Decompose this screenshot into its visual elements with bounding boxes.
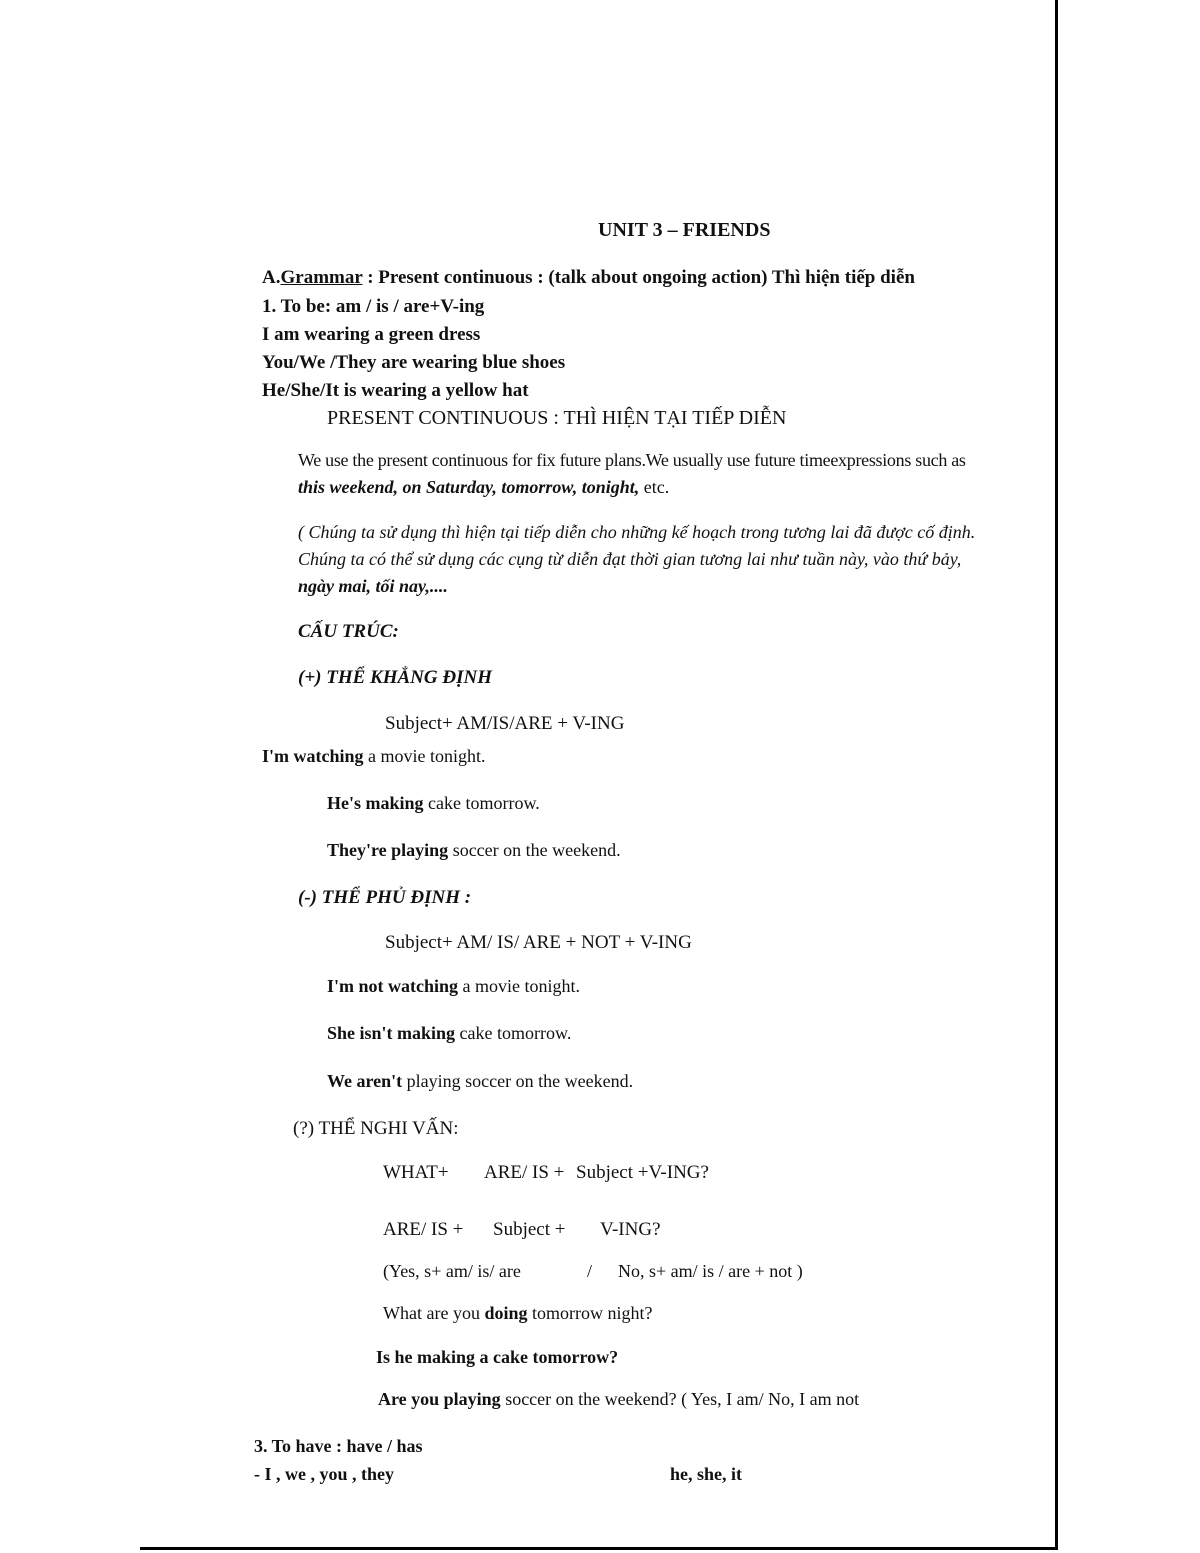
to-have-plural-subjects: - I , we , you , they (254, 1464, 394, 1484)
question-example (383, 1303, 652, 1324)
page-border-right (1055, 0, 1058, 1550)
example-verb: Are you playing (378, 1389, 501, 1409)
to-be-example: He/She/It is wearing a yellow hat (262, 380, 529, 401)
example-verb: We aren't (327, 1071, 403, 1091)
example-rest: cake tomorrow. (423, 793, 540, 813)
example-rest: a movie tonight. (458, 976, 580, 996)
grammar-text: : Present continuous : (talk about ongoing action) Thì hiện tiếp diễn (367, 267, 915, 288)
grammar-prefix: A. (262, 267, 281, 288)
to-be-example: You/We /They are wearing blue shoes (262, 352, 566, 373)
vietnamese-note-line: Chúng ta có thể sử dụng các cụng từ diễn đạt thời gian tương lai như tuần này, vào thứ bảy, (298, 549, 962, 569)
section-title: PRESENT CONTINUOUS : THÌ HIỆN TẠI TIẾP DIỄN (327, 407, 787, 429)
affirmative-formula: Subject+ AM/IS/ARE + V-ING (385, 713, 625, 734)
vietnamese-note-line: ngày mai, tối nay,.... (298, 576, 448, 596)
grammar-label: Grammar (280, 267, 363, 288)
negative-example (327, 1071, 633, 1092)
negative-heading: (-) THỂ PHỦ ĐỊNH : (298, 887, 472, 908)
question-answer: No, s+ am/ is / are + not ) (618, 1261, 803, 1281)
question-example (378, 1389, 859, 1410)
example-rest: soccer on the weekend. (448, 840, 621, 860)
example-verb: They're playing (327, 840, 449, 860)
example-rest: a movie tonight. (363, 746, 486, 766)
question-formula-1: ARE/ IS + (484, 1162, 565, 1183)
example-verb: I'm watching (262, 746, 364, 766)
to-have-singular-subjects: he, she, it (670, 1464, 742, 1484)
usage-time-expressions: this weekend, on Saturday, tomorrow, tonight, (298, 477, 640, 497)
question-heading: (?) THỂ NGHI VẤN: (293, 1118, 459, 1139)
example-verb: I'm not watching (327, 976, 459, 996)
example-rest: playing soccer on the weekend. (402, 1071, 634, 1091)
example-verb: doing (484, 1303, 528, 1323)
negative-example (327, 1023, 571, 1044)
to-be-example: I am wearing a green dress (262, 324, 481, 345)
example-part: tomorrow night? (527, 1303, 653, 1323)
question-formula-2: ARE/ IS + (383, 1219, 464, 1240)
page-title: UNIT 3 – FRIENDS (598, 219, 771, 241)
question-answer: / (587, 1261, 593, 1281)
affirmative-heading: (+) THỂ KHẲNG ĐỊNH (298, 667, 492, 688)
example-verb: He's making (327, 793, 424, 813)
example-part: What are you (383, 1303, 485, 1323)
structure-label: CẤU TRÚC: (298, 621, 399, 642)
question-formula-2: Subject + (493, 1219, 566, 1240)
vietnamese-note-line: ( Chúng ta sử dụng thì hiện tại tiếp diễn cho những kế hoạch trong tương lai đã được cố định. (298, 522, 976, 542)
question-formula-2: V-ING? (600, 1219, 661, 1240)
page-border-bottom (140, 1547, 1058, 1550)
example-rest: soccer on the weekend? ( Yes, I am/ No, I am not (500, 1389, 860, 1409)
negative-formula: Subject+ AM/ IS/ ARE + NOT + V-ING (385, 932, 692, 953)
to-have-heading: 3. To have : have / has (254, 1436, 423, 1456)
usage-etc: etc. (639, 477, 670, 497)
question-formula-1: WHAT+ (383, 1162, 449, 1183)
question-answer: (Yes, s+ am/ is/ are (383, 1261, 521, 1281)
to-be-heading: 1. To be: am / is / are+V-ing (262, 296, 485, 317)
usage-line-1: We use the present continuous for fix future plans.We usually use future timeexpressions such as (298, 450, 966, 470)
affirmative-example (327, 840, 621, 861)
question-example: Is he making a cake tomorrow? (376, 1347, 619, 1367)
question-formula-1: Subject +V-ING? (576, 1162, 709, 1183)
affirmative-example (262, 746, 486, 767)
example-rest: cake tomorrow. (455, 1023, 572, 1043)
example-verb: She isn't making (327, 1023, 456, 1043)
affirmative-example (327, 793, 540, 814)
grammar-heading (262, 267, 915, 289)
negative-example (327, 976, 580, 997)
usage-line-2 (298, 477, 669, 498)
